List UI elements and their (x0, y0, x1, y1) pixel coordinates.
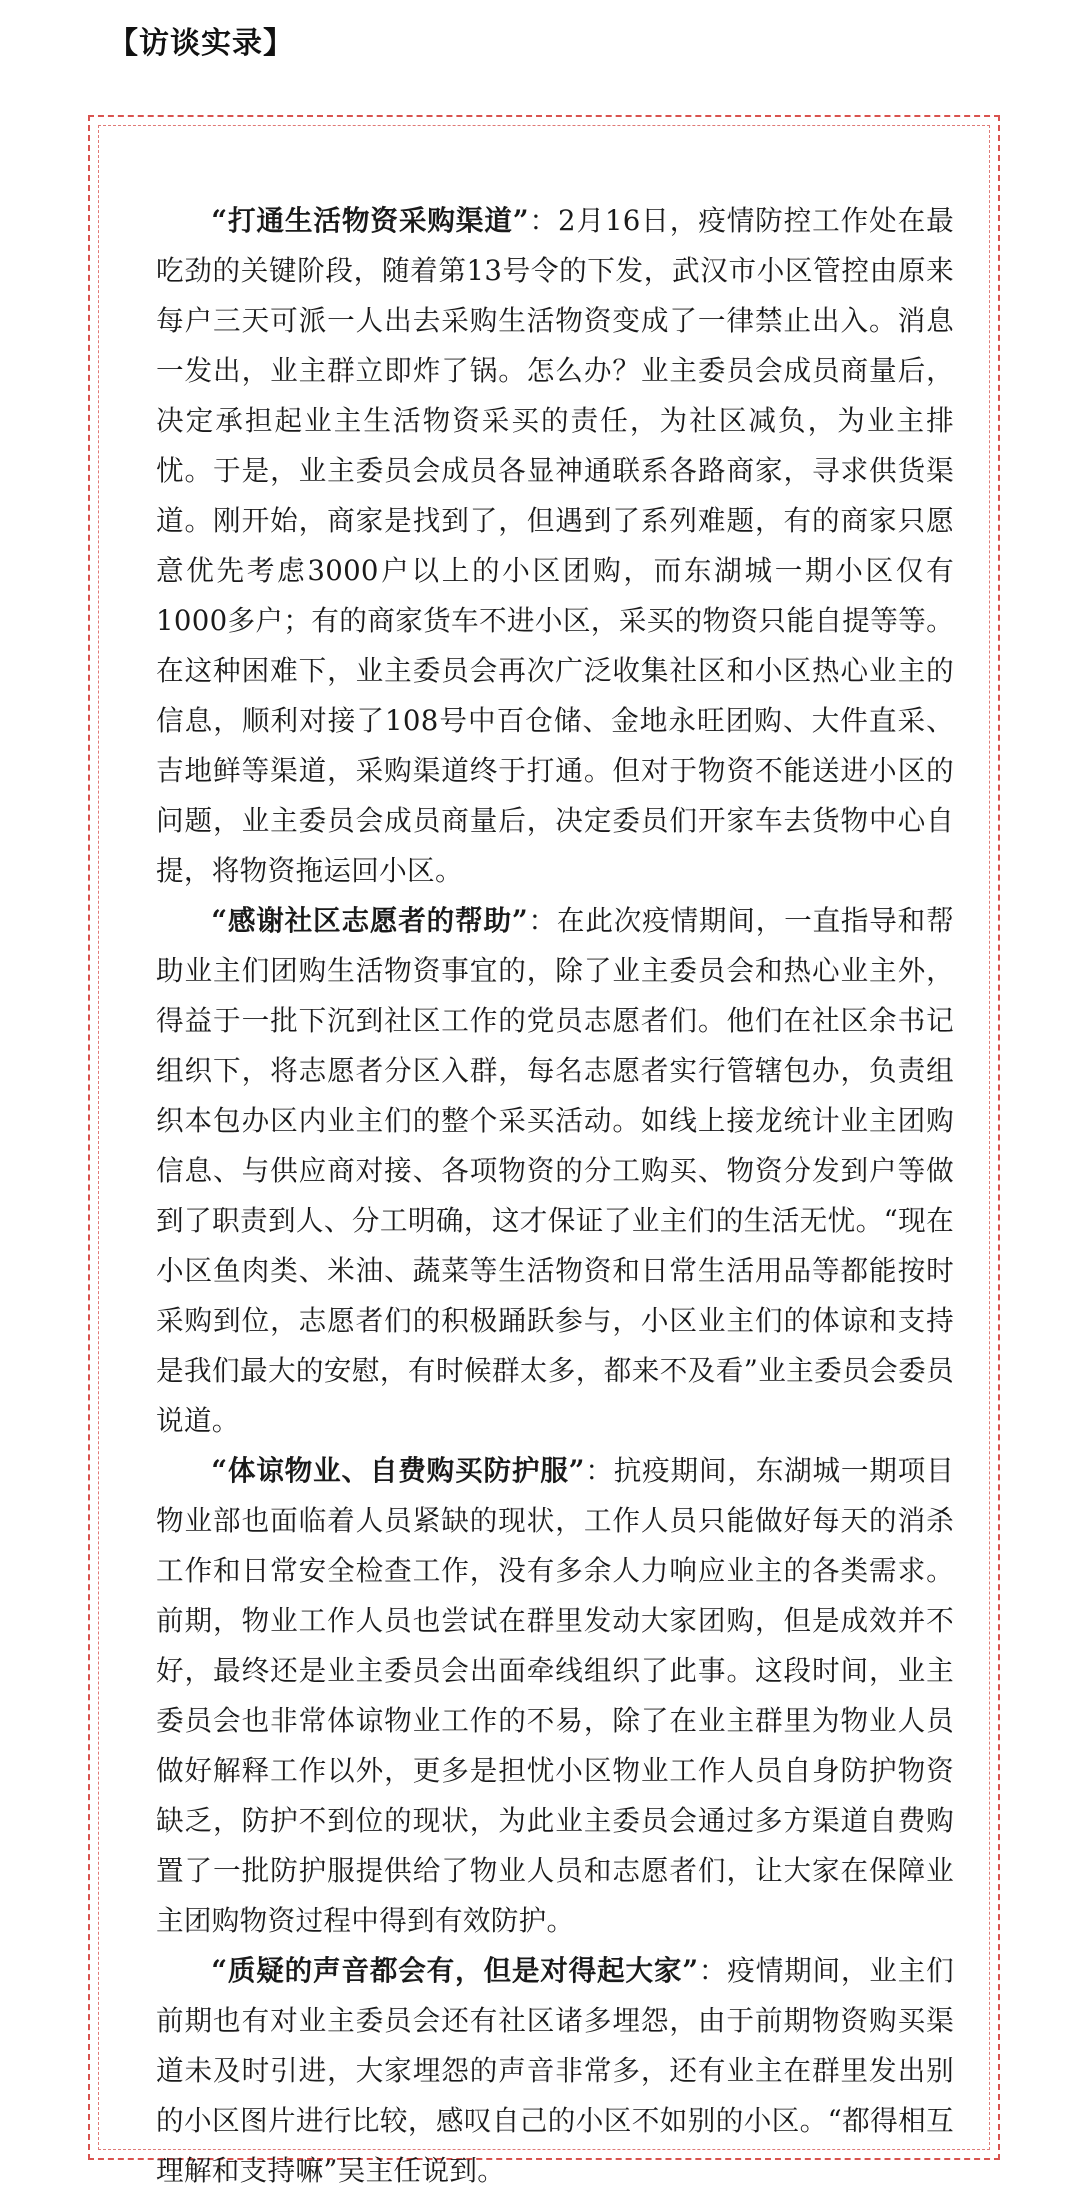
section-title: 【访谈实录】 (108, 26, 294, 61)
paragraph-doubts (156, 1946, 954, 2196)
paragraph-text: ：抗疫期间，东湖城一期项目物业部也面临着人员紧缺的现状，工作人员只能做好每天的消杀工作和日常安全检查工作，没有多余人力响应业主的各类需求。前期，物业工作人员也尝试在群里发动大家团购，但是成效并不好，最终还是业主委员会出面牵线组织了此事。这段时间，业主委员会也非常体谅物业工作的不易，除了在业主群里为物业人员做好解释工作以外，更多是担忧小区物业工作人员自身防护物资缺乏，防护不到位的现状，为此业主委员会通过多方渠道自费购置了一批防护服提供给了物业人员和志愿者们，让大家在保障业主团购物资过程中得到有效防护。 (156, 1454, 954, 1937)
paragraph-text: ：疫情期间，业主们前期也有对业主委员会还有社区诸多埋怨，由于前期物资购买渠道未及时引进，大家埋怨的声音非常多，还有业主在群里发出别的小区图片进行比较，感叹自己的小区不如别的小区。“都得相互理解和支持嘛”吴主任说到。 (156, 1954, 954, 2187)
paragraph-text: ：在此次疫情期间，一直指导和帮助业主们团购生活物资事宜的，除了业主委员会和热心业主外，得益于一批下沉到社区工作的党员志愿者们。他们在社区余书记组织下，将志愿者分区入群，每名志愿者实行管辖包办，负责组织本包办区内业主们的整个采买活动。如线上接龙统计业主团购信息、与供应商对接、各项物资的分工购买、物资分发到户等做到了职责到人、分工明确，这才保证了业主们的生活无忧。“现在小区鱼肉类、米油、蔬菜等生活物资和日常生活用品等都能按时采购到位，志愿者们的积极踊跃参与，小区业主们的体谅和支持是我们最大的安慰，有时候群太多，都来不及看”业主委员会委员说道。 (156, 904, 954, 1437)
paragraph-lead: “体谅物业、自费购买防护服” (211, 1454, 585, 1487)
paragraph-property-protection (156, 1446, 954, 1946)
paragraph-lead: “质疑的声音都会有，但是对得起大家” (211, 1954, 699, 1987)
paragraph-lead: “感谢社区志愿者的帮助” (211, 904, 529, 937)
paragraph-supply-channels (156, 196, 954, 896)
paragraph-lead: “打通生活物资采购渠道” (211, 204, 529, 237)
paragraph-volunteers (156, 896, 954, 1446)
paragraph-text: ：2月16日，疫情防控工作处在最吃劲的关键阶段，随着第13号令的下发，武汉市小区管控由原来每户三天可派一人出去采购生活物资变成了一律禁止出入。消息一发出，业主群立即炸了锅。怎么办？业主委员会成员商量后，决定承担起业主生活物资采买的责任，为社区减负，为业主排忧。于是，业主委员会成员各显神通联系各路商家，寻求供货渠道。刚开始，商家是找到了，但遇到了系列难题，有的商家只愿意优先考虑3000户以上的小区团购，而东湖城一期小区仅有1000多户；有的商家货车不进小区，采买的物资只能自提等等。在这种困难下，业主委员会再次广泛收集社区和小区热心业主的信息，顺利对接了108号中百仓储、金地永旺团购、大件直采、吉地鲜等渠道，采购渠道终于打通。但对于物资不能送进小区的问题，业主委员会成员商量后，决定委员们开家车去货物中心自提，将物资拖运回小区。 (156, 204, 954, 887)
article-body (156, 196, 954, 2196)
